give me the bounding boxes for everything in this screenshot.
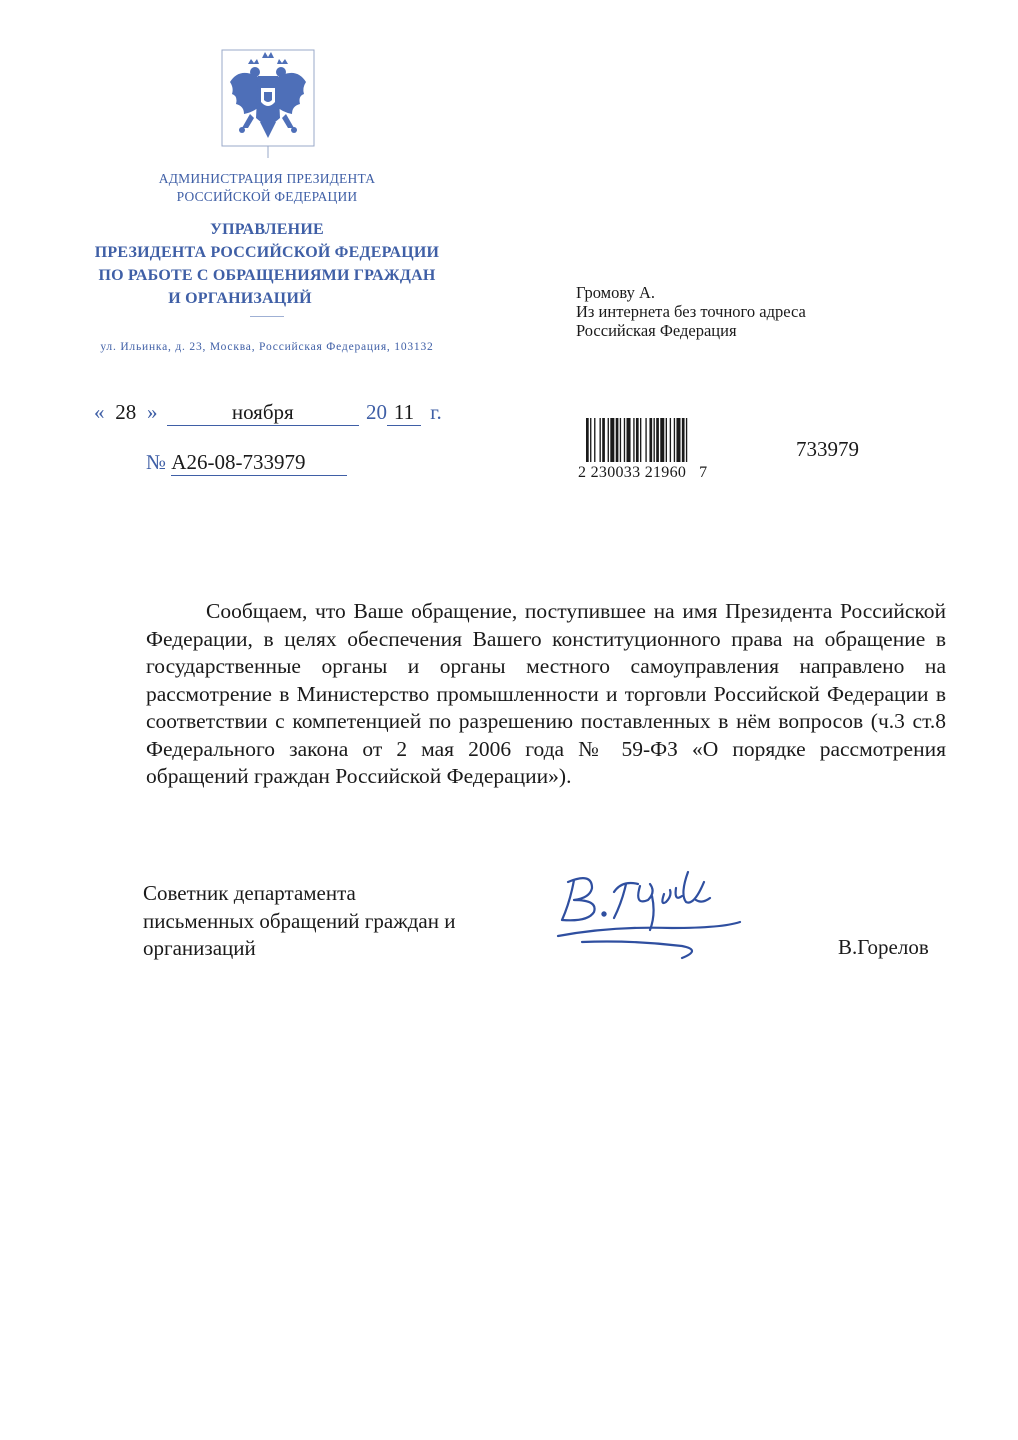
barcode-bar (627, 418, 631, 462)
date-year-marker: г. (430, 400, 442, 424)
dept-line-2: ПРЕЗИДЕНТА РОССИЙСКОЙ ФЕДЕРАЦИИ (94, 244, 440, 261)
barcode-number: 733979 (796, 437, 859, 461)
registration-number (146, 450, 347, 476)
barcode-bar (594, 418, 595, 462)
dept-line-4: И ОРГАНИЗАЦИЙ (168, 290, 312, 307)
barcode-bar (616, 418, 619, 462)
dept-line-1: УПРАВЛЕНИЕ (210, 221, 324, 238)
body-paragraph: Сообщаем, что Ваше обращение, поступившее на имя Президента Российской Федерации, в целях обеспечения Вашего конституционного права на обращение в государственные органы и органы местного самоуправления направлено на рассмотрение в Министерство промышленности и торговли Российской Федерации в соответствии с компетенцией по разрешению поставленных в нём вопросов (ч.3 ст.8 Федерального закона от 2 мая 2006 года № 59-ФЗ «О порядке рассмотрения обращений граждан Российской Федерации»). (146, 599, 946, 788)
barcode-bar (660, 418, 664, 462)
recipient-name: Громову А. (576, 283, 656, 302)
barcode-bar (670, 418, 671, 462)
barcode-bar (633, 418, 634, 462)
letterhead-address: ул. Ильинка, д. 23, Москва, Российская Федерация, 103132 (100, 341, 434, 353)
letter-date (94, 400, 442, 432)
date-day: 28 (115, 400, 137, 424)
barcode-bar (656, 418, 659, 462)
recipient-block (576, 283, 806, 340)
barcode-bar (590, 418, 591, 462)
coat-of-arms-icon (220, 48, 316, 160)
number-sign: № (146, 450, 167, 474)
barcode-bar (640, 418, 641, 462)
signer-name: В.Горелов (838, 935, 929, 959)
letter-body (146, 598, 946, 791)
barcode-bar (610, 418, 614, 462)
date-close-quote: » (147, 400, 158, 424)
signer-title (143, 880, 455, 963)
recipient-line-3: Российская Федерация (576, 321, 737, 340)
barcode-icon (586, 418, 728, 462)
barcode-bar (649, 418, 652, 462)
letterhead-divider (250, 316, 284, 317)
date-year-suffix: 11 (387, 400, 421, 426)
date-year-prefix: 20 (366, 400, 387, 424)
recipient-line-2: Из интернета без точного адреса (576, 302, 806, 321)
registration-value: А26-08-733979 (171, 450, 347, 476)
barcode-bar (636, 418, 639, 462)
handwritten-signature (552, 866, 748, 966)
barcode-bar (600, 418, 601, 462)
barcode-bar (602, 418, 605, 462)
date-month: ноября (167, 400, 359, 426)
signer-title-line-2: письменных обращений граждан и (143, 908, 456, 933)
barcode-bar (624, 418, 625, 462)
date-open-quote: « (94, 400, 105, 424)
barcode-bar (674, 418, 675, 462)
signer-title-line-3: организаций (143, 936, 256, 960)
barcode-digits: 2 230033 21960 7 (578, 464, 708, 481)
signer-title-line-1: Советник департамента (143, 881, 356, 905)
barcode-bar (654, 418, 655, 462)
barcode-bar (686, 418, 687, 462)
barcode-bar (645, 418, 646, 462)
admin-line-2: РОССИЙСКОЙ ФЕДЕРАЦИИ (176, 189, 358, 204)
barcode-bar (620, 418, 621, 462)
barcode-bar (666, 418, 667, 462)
admin-line-1: АДМИНИСТРАЦИЯ ПРЕЗИДЕНТА (158, 171, 376, 186)
barcode-bar (608, 418, 609, 462)
barcode-bar (682, 418, 685, 462)
dept-line-3: ПО РАБОТЕ С ОБРАЩЕНИЯМИ ГРАЖДАН (98, 267, 436, 284)
barcode-bar (586, 418, 589, 462)
barcode-bar (676, 418, 680, 462)
